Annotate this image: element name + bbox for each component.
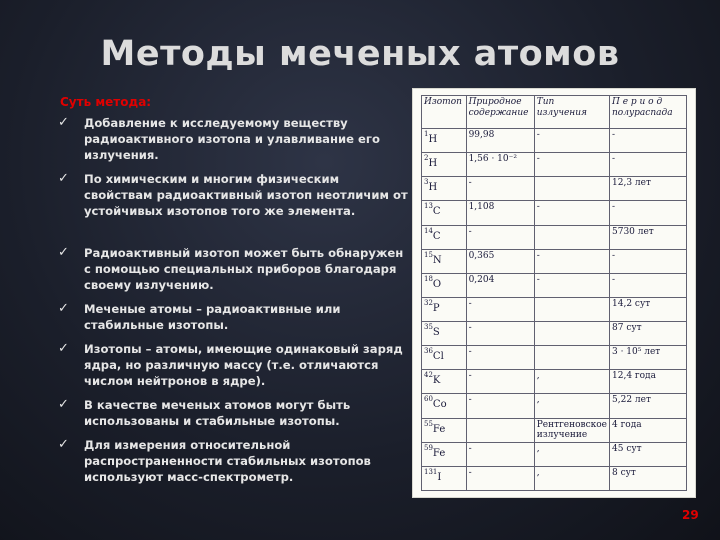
abundance-cell bbox=[466, 418, 534, 442]
isotope-cell bbox=[422, 346, 467, 370]
bullet-text: Добавление к исследуемому веществу радиоактивного изотопа и улавливание его излучения. bbox=[84, 116, 380, 163]
element-symbol: P bbox=[432, 302, 440, 314]
isotope-cell bbox=[422, 418, 467, 442]
mass-number: 1 bbox=[424, 130, 429, 138]
bullet-item bbox=[58, 397, 408, 429]
abundance-cell: - bbox=[466, 442, 534, 466]
table-row bbox=[422, 322, 687, 346]
abundance-cell: 99,98 bbox=[466, 129, 534, 153]
halflife-cell: - bbox=[610, 153, 687, 177]
element-symbol: O bbox=[432, 278, 442, 290]
abundance-cell: - bbox=[466, 225, 534, 249]
table-row bbox=[422, 225, 687, 249]
halflife-cell: 5,22 лет bbox=[610, 394, 687, 418]
radiation-cell: - bbox=[534, 273, 609, 297]
halflife-cell: 87 сут bbox=[610, 322, 687, 346]
radiation-cell: - bbox=[534, 129, 609, 153]
mass-number: 60 bbox=[424, 395, 433, 404]
halflife-cell: - bbox=[610, 201, 687, 225]
check-icon: ✓ bbox=[58, 171, 69, 186]
table-row bbox=[422, 201, 687, 225]
table-row bbox=[422, 177, 687, 201]
bullet-item bbox=[58, 171, 408, 220]
halflife-cell: 4 года bbox=[610, 418, 687, 442]
mass-number: 18 bbox=[424, 274, 433, 283]
isotope-cell bbox=[422, 249, 467, 273]
header-abundance: Природное содержание bbox=[466, 96, 534, 129]
radiation-cell: , bbox=[534, 394, 609, 418]
bullet-item bbox=[58, 115, 408, 164]
radiation-cell bbox=[534, 225, 609, 249]
radiation-cell: Рентгеновское излучение bbox=[534, 418, 609, 442]
bullet-text: Радиоактивный изотоп может быть обнаружен с помощью специальных приборов благодаря своему излучению. bbox=[84, 246, 404, 293]
method-subtitle: Суть метода: bbox=[60, 95, 152, 109]
mass-number: 42 bbox=[424, 371, 433, 380]
mass-number: 15 bbox=[424, 250, 433, 259]
halflife-cell: - bbox=[610, 273, 687, 297]
isotope-cell bbox=[422, 129, 467, 153]
table-row bbox=[422, 297, 687, 321]
isotope-cell bbox=[422, 177, 467, 201]
element-symbol: Co bbox=[432, 399, 447, 411]
halflife-cell: 14,2 сут bbox=[610, 297, 687, 321]
abundance-cell: 1,108 bbox=[466, 201, 534, 225]
table-body bbox=[422, 129, 687, 491]
radiation-cell bbox=[534, 177, 609, 201]
isotope-table-card bbox=[412, 88, 696, 498]
isotope-cell bbox=[422, 394, 467, 418]
element-symbol: Fe bbox=[432, 423, 446, 435]
radiation-cell bbox=[534, 346, 609, 370]
element-symbol: K bbox=[432, 375, 441, 387]
abundance-cell: 0,204 bbox=[466, 273, 534, 297]
header-radiation: Тип излучения bbox=[534, 96, 609, 129]
check-icon: ✓ bbox=[58, 245, 69, 260]
element-symbol: H bbox=[428, 158, 438, 170]
halflife-cell: 45 сут bbox=[610, 442, 687, 466]
radiation-cell: , bbox=[534, 442, 609, 466]
mass-number: 32 bbox=[424, 298, 433, 307]
bullet-text: Изотопы – атомы, имеющие одинаковый заряд ядра, но различную массу (т.е. отличаются числом нейтронов в ядре). bbox=[84, 342, 403, 389]
isotope-table bbox=[421, 95, 687, 491]
radiation-cell: - bbox=[534, 201, 609, 225]
abundance-cell: - bbox=[466, 177, 534, 201]
radiation-cell: - bbox=[534, 249, 609, 273]
check-icon: ✓ bbox=[58, 115, 69, 130]
table-row bbox=[422, 370, 687, 394]
abundance-cell: - bbox=[466, 394, 534, 418]
radiation-cell: - bbox=[534, 153, 609, 177]
radiation-cell: , bbox=[534, 370, 609, 394]
isotope-cell bbox=[422, 153, 467, 177]
slide-title: Методы меченых атомов bbox=[100, 34, 620, 74]
mass-number: 59 bbox=[424, 443, 433, 452]
isotope-cell bbox=[422, 370, 467, 394]
table-header-row bbox=[422, 96, 687, 129]
halflife-cell: - bbox=[610, 129, 687, 153]
mass-number: 131 bbox=[424, 467, 438, 476]
mass-number: 36 bbox=[424, 347, 433, 356]
halflife-cell: 12,3 лет bbox=[610, 177, 687, 201]
halflife-cell: 8 сут bbox=[610, 466, 687, 490]
bullet-item bbox=[58, 341, 408, 390]
abundance-cell: - bbox=[466, 322, 534, 346]
element-symbol: Fe bbox=[432, 447, 446, 459]
bullet-text: Меченые атомы – радиоактивные или стабильные изотопы. bbox=[84, 302, 341, 333]
halflife-cell: 12,4 года bbox=[610, 370, 687, 394]
table-row bbox=[422, 442, 687, 466]
table-row bbox=[422, 153, 687, 177]
element-symbol: H bbox=[428, 182, 438, 194]
element-symbol: H bbox=[428, 134, 438, 145]
radiation-cell: , bbox=[534, 466, 609, 490]
element-symbol: I bbox=[437, 471, 442, 483]
halflife-cell: 3 · 10⁵ лет bbox=[610, 346, 687, 370]
abundance-cell: 1,56 · 10⁻² bbox=[466, 153, 534, 177]
check-icon: ✓ bbox=[58, 437, 69, 452]
mass-number: 55 bbox=[424, 419, 433, 428]
header-isotope: Изотоп bbox=[422, 96, 467, 129]
header-halflife: П е р и о д полураспада bbox=[610, 96, 687, 129]
bullet-item bbox=[58, 301, 408, 333]
table-row bbox=[422, 129, 687, 153]
isotope-cell bbox=[422, 225, 467, 249]
radiation-cell bbox=[534, 297, 609, 321]
isotope-cell bbox=[422, 466, 467, 490]
table-row bbox=[422, 394, 687, 418]
abundance-cell: - bbox=[466, 297, 534, 321]
element-symbol: Cl bbox=[432, 351, 444, 363]
table-row bbox=[422, 249, 687, 273]
bullet-text: Для измерения относительной распространенности стабильных изотопов используют масс-спектрометр. bbox=[84, 438, 371, 485]
page-number: 29 bbox=[682, 508, 699, 522]
bullet-text: В качестве меченых атомов могут быть использованы и стабильные изотопы. bbox=[84, 398, 351, 429]
abundance-cell: - bbox=[466, 370, 534, 394]
abundance-cell: - bbox=[466, 466, 534, 490]
mass-number: 35 bbox=[424, 323, 433, 331]
bullet-item bbox=[58, 437, 408, 486]
abundance-cell: - bbox=[466, 346, 534, 370]
abundance-cell: 0,365 bbox=[466, 249, 534, 273]
isotope-cell bbox=[422, 201, 467, 225]
mass-number: 2 bbox=[424, 154, 429, 163]
table-row bbox=[422, 346, 687, 370]
mass-number: 13 bbox=[424, 202, 433, 211]
radiation-cell bbox=[534, 322, 609, 346]
element-symbol: C bbox=[432, 206, 441, 218]
mass-number: 14 bbox=[424, 226, 433, 235]
table-row bbox=[422, 418, 687, 442]
isotope-cell bbox=[422, 297, 467, 321]
table-row bbox=[422, 466, 687, 490]
halflife-cell: - bbox=[610, 249, 687, 273]
check-icon: ✓ bbox=[58, 301, 69, 316]
element-symbol: C bbox=[432, 230, 441, 242]
table-row bbox=[422, 273, 687, 297]
halflife-cell: 5730 лет bbox=[610, 225, 687, 249]
isotope-cell bbox=[422, 442, 467, 466]
bullet-text: По химическим и многим физическим свойствам радиоактивный изотоп неотличим от устойчивых изотопов того же элемента. bbox=[84, 172, 408, 219]
bullet-item bbox=[58, 245, 408, 294]
element-symbol: N bbox=[432, 254, 442, 266]
check-icon: ✓ bbox=[58, 341, 69, 356]
check-icon: ✓ bbox=[58, 397, 69, 412]
mass-number: 3 bbox=[424, 178, 429, 187]
element-symbol: S bbox=[432, 327, 440, 338]
isotope-cell bbox=[422, 322, 467, 346]
isotope-cell bbox=[422, 273, 467, 297]
